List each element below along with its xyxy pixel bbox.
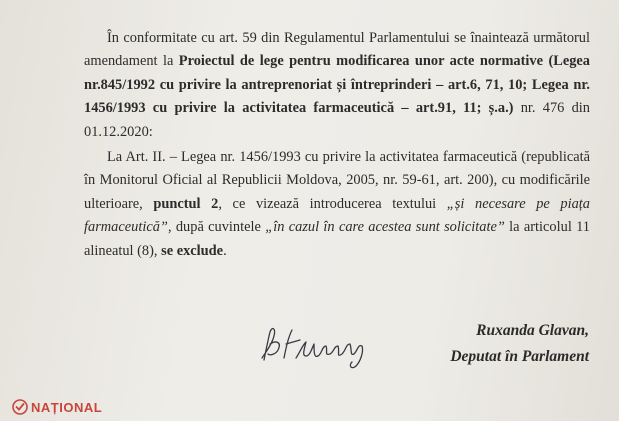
paragraph1-text-c: nr. 476 din 01.12.2020: bbox=[84, 100, 590, 140]
paragraph2-text-a: La Art. II. – Legea nr. 1456/1993 cu privire la activitatea farmaceutică (republicată în Monitorul Oficial al Republicii Moldova, 2005, nr. 59-61, art. 200), cu modificările ulterioare, bbox=[84, 149, 590, 212]
signatory-block bbox=[450, 318, 589, 370]
paragraph2-text-e: , după cuvintele bbox=[167, 219, 266, 236]
paragraph2-text-c: , ce vizează introducerea textului bbox=[218, 195, 447, 212]
watermark-text: NAȚIONAL bbox=[31, 399, 103, 415]
paragraph2-text-i: . bbox=[223, 242, 227, 259]
paragraph2-quoted-words: „în cazul în care acestea sunt solicitate” bbox=[265, 219, 505, 236]
paragraph2-excluded: se exclude bbox=[161, 242, 224, 259]
paragraph2-point: punctul 2 bbox=[153, 195, 219, 212]
paragraph1-law-title: Proiectul de lege pentru modificarea unor acte normative (Legea nr.845/1992 cu privire la antreprenoriat și întreprinderi – art.6, 71, 10; Legea nr. 1456/1993 cu privire la activitatea farmaceutică – art.91, 11; ș.a.) bbox=[84, 53, 590, 117]
paragraph-amendment-body bbox=[84, 146, 590, 263]
paragraph2-quoted-text: „și necesare pe piața farmaceutică” bbox=[84, 195, 590, 236]
watermark-logo bbox=[12, 399, 102, 415]
paragraph-amendment-intro bbox=[84, 27, 590, 144]
signatory-title: Deputat în Parlament bbox=[450, 348, 589, 365]
handwritten-signature bbox=[256, 322, 386, 372]
logo-mark-icon bbox=[12, 399, 28, 415]
paragraph2-text-g: la articolul 11 alineatul (8), bbox=[84, 219, 590, 259]
signatory-name: Ruxanda Glavan, bbox=[476, 322, 589, 339]
paragraph1-text-a: În conformitate cu art. 59 din Regulamentul Parlamentului se înaintează următorul amendament la bbox=[84, 30, 590, 70]
